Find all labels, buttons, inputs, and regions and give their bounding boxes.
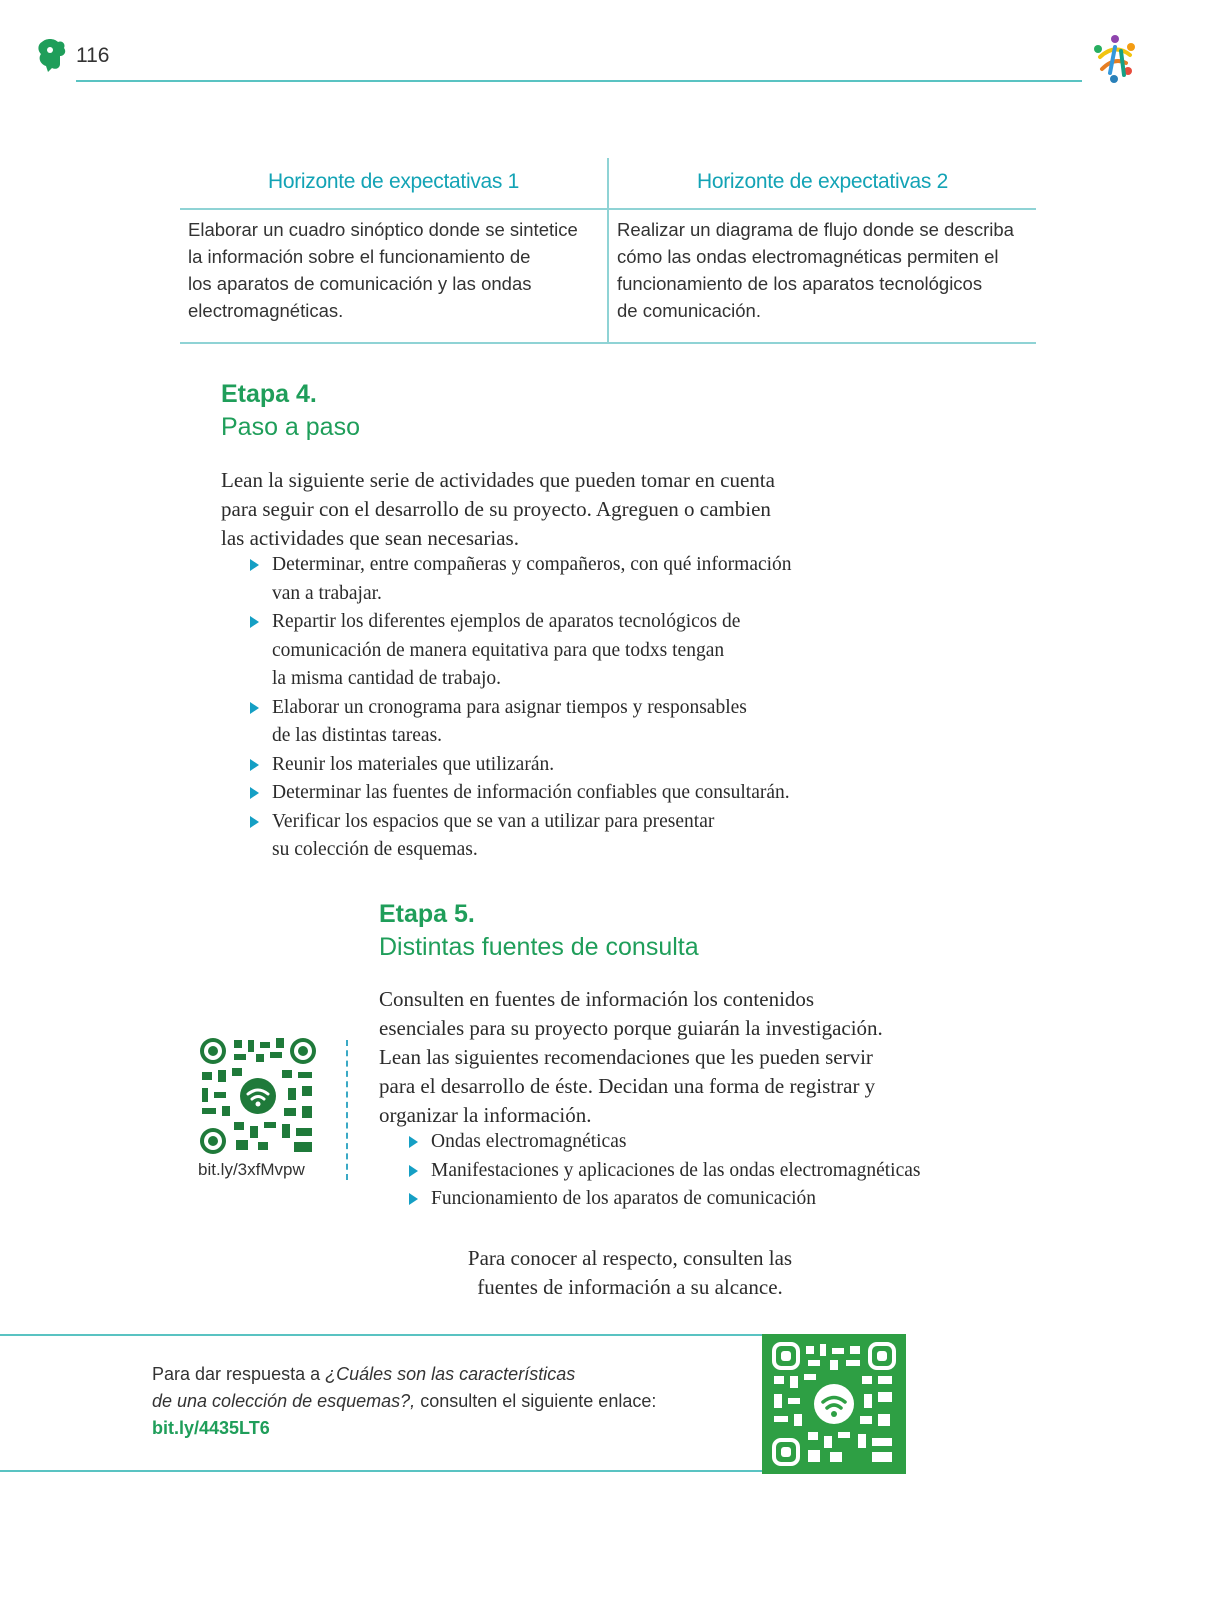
stage4-intro bbox=[221, 466, 775, 553]
expectations-table bbox=[180, 158, 1036, 344]
page-number: 116 bbox=[76, 44, 110, 67]
bullet-triangle-icon bbox=[409, 1165, 418, 1177]
list-item-line: su colección de esquemas. bbox=[272, 839, 478, 860]
bottom-link[interactable]: bit.ly/4435LT6 bbox=[152, 1418, 270, 1438]
bottom-box-top-rule bbox=[0, 1334, 762, 1336]
dashed-divider bbox=[346, 1040, 348, 1180]
stage5-intro bbox=[379, 985, 883, 1130]
table-header-rule bbox=[180, 208, 1036, 210]
intro-line: Lean la siguiente serie de actividades que pueden tomar en cuenta bbox=[221, 468, 775, 492]
bullet-triangle-icon bbox=[409, 1193, 418, 1205]
bottom-note-line-2 bbox=[152, 1388, 656, 1415]
intro-line: para seguir con el desarrollo de su proyecto. Agreguen o cambien bbox=[221, 497, 771, 521]
bottom-note-question: ¿Cuáles son las características bbox=[325, 1364, 576, 1384]
list-item-line: Determinar las fuentes de información confiables que consultarán. bbox=[272, 782, 790, 803]
cell-line: electromagnéticas. bbox=[188, 300, 344, 321]
closing-line: Para conocer al respecto, consulten las bbox=[467, 1246, 793, 1270]
bottom-note bbox=[152, 1361, 656, 1442]
list-item bbox=[246, 779, 866, 808]
stage5-subtitle: Distintas fuentes de consulta bbox=[379, 933, 699, 961]
intro-line: Consulten en fuentes de información los contenidos bbox=[379, 987, 815, 1011]
list-item-line: Verificar los espacios que se van a utilizar para presentar bbox=[272, 810, 715, 832]
list-item-line: Ondas electromagnéticas bbox=[431, 1131, 627, 1152]
closing-line: fuentes de información a su alcance. bbox=[477, 1275, 783, 1299]
bullet-triangle-icon bbox=[250, 616, 259, 628]
bullet-triangle-icon bbox=[250, 816, 259, 828]
bullet-triangle-icon bbox=[250, 702, 259, 714]
list-item bbox=[246, 808, 866, 865]
list-item-line: Manifestaciones y aplicaciones de las ondas electromagnéticas bbox=[431, 1159, 921, 1181]
list-item-line: Determinar, entre compañeras y compañeros, con qué información bbox=[272, 554, 792, 575]
list-item bbox=[405, 1128, 1005, 1157]
table-bottom-rule bbox=[180, 342, 1036, 344]
list-item bbox=[246, 551, 866, 608]
intro-line: para el desarrollo de éste. Decidan una forma de registrar y bbox=[379, 1074, 876, 1098]
bullet-triangle-icon bbox=[250, 559, 259, 571]
bottom-note-line-1 bbox=[152, 1361, 656, 1388]
list-item bbox=[246, 694, 866, 751]
list-item-line: Elaborar un cronograma para asignar tiempos y responsables bbox=[272, 696, 747, 718]
list-item-line: van a trabajar. bbox=[272, 582, 382, 604]
bottom-note-prefix: Para dar respuesta a bbox=[152, 1364, 326, 1384]
stage5-closing bbox=[420, 1244, 840, 1302]
table-cell-1 bbox=[188, 216, 578, 324]
qr-code-icon[interactable] bbox=[198, 1036, 318, 1156]
cell-line: la información sobre el funcionamiento de bbox=[188, 246, 531, 267]
header-rule bbox=[76, 80, 1082, 82]
list-item-line: Funcionamiento de los aparatos de comunicación bbox=[431, 1188, 817, 1209]
intro-line: esenciales para su proyecto porque guiarán la investigación. bbox=[379, 1016, 883, 1040]
intro-line: Lean las siguientes recomendaciones que les pueden servir bbox=[379, 1045, 873, 1069]
bullet-triangle-icon bbox=[409, 1136, 418, 1148]
qr-url-link[interactable]: bit.ly/3xfMvpw bbox=[198, 1160, 305, 1179]
cell-line: cómo las ondas electromagnéticas permiten el bbox=[617, 246, 999, 267]
table-cell-2 bbox=[617, 216, 1014, 324]
intro-line: organizar la información. bbox=[379, 1103, 592, 1127]
book-logo-icon bbox=[36, 38, 68, 72]
list-item-line: de las distintas tareas. bbox=[272, 725, 443, 746]
list-item-line: Reunir los materiales que utilizarán. bbox=[272, 753, 555, 775]
list-item-line: Repartir los diferentes ejemplos de aparatos tecnológicos de bbox=[272, 611, 741, 632]
stage4-activity-list bbox=[246, 551, 866, 865]
bullet-triangle-icon bbox=[250, 759, 259, 771]
bottom-note-question: de una colección de esquemas?, bbox=[152, 1391, 416, 1411]
stage4-subtitle: Paso a paso bbox=[221, 413, 360, 441]
list-item bbox=[246, 608, 866, 694]
intro-line: las actividades que sean necesarias. bbox=[221, 526, 519, 550]
bullet-triangle-icon bbox=[250, 787, 259, 799]
list-item bbox=[405, 1157, 1005, 1186]
table-header-2: Horizonte de expectativas 2 bbox=[696, 170, 949, 193]
list-item bbox=[405, 1185, 1005, 1214]
cell-line: de comunicación. bbox=[617, 300, 761, 321]
cell-line: Elaborar un cuadro sinóptico donde se sintetice bbox=[188, 219, 578, 240]
bottom-note-suffix: consulten el siguiente enlace: bbox=[415, 1391, 657, 1411]
stage5-title: Etapa 5. bbox=[379, 900, 475, 928]
colorful-figures-logo-icon bbox=[1088, 33, 1142, 87]
table-header-1: Horizonte de expectativas 1 bbox=[267, 170, 520, 193]
cell-line: los aparatos de comunicación y las ondas bbox=[188, 273, 532, 294]
stage4-title: Etapa 4. bbox=[221, 380, 317, 408]
list-item bbox=[246, 751, 866, 780]
qr-code-green-icon[interactable] bbox=[762, 1334, 906, 1474]
list-item-line: comunicación de manera equitativa para que todxs tengan bbox=[272, 639, 725, 661]
cell-line: funcionamiento de los aparatos tecnológicos bbox=[617, 273, 983, 294]
stage5-topic-list bbox=[405, 1128, 1005, 1214]
cell-line: Realizar un diagrama de flujo donde se describa bbox=[617, 219, 1014, 240]
list-item-line: la misma cantidad de trabajo. bbox=[272, 668, 502, 689]
